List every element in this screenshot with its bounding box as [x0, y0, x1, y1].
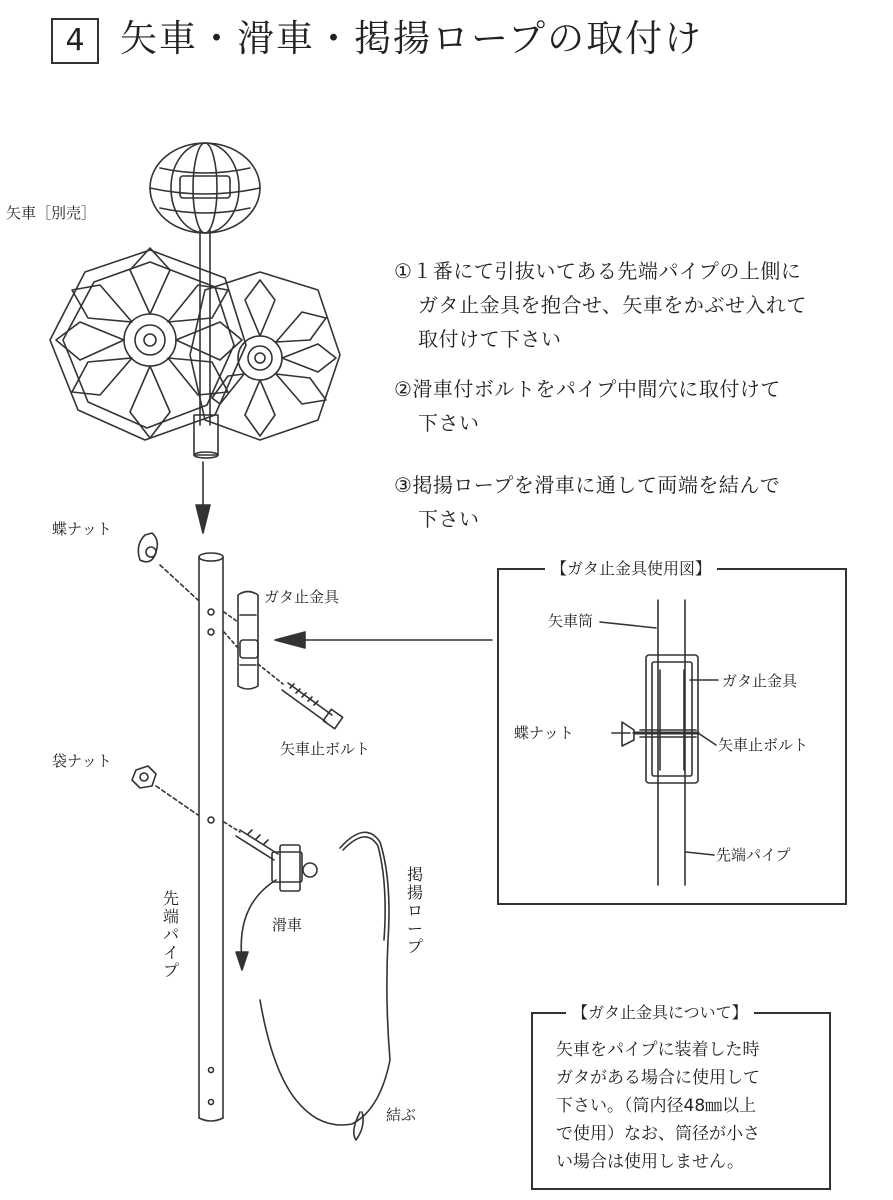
instruction-3 — [394, 468, 780, 536]
label-cap-nut: 袋ナット — [52, 752, 112, 770]
instruction-1-line-3: 取付けて下さい — [418, 327, 562, 351]
pulley-bolt — [224, 822, 317, 891]
step-number: 4 — [65, 23, 85, 58]
detail-label-tip-pipe: 先端パイプ — [716, 846, 791, 864]
instruction-1-line-2: ガタ止金具を抱合せ、矢車をかぶせ入れて — [418, 293, 807, 317]
instruction-2-line-2: 下さい — [418, 411, 480, 435]
detail-label-stop-bolt: 矢車止ボルト — [718, 736, 809, 754]
instruction-3-line-1: ③掲揚ロープを滑車に通して両端を結んで — [394, 473, 781, 497]
label-tip-pipe: 先端パイプ — [162, 889, 179, 980]
detail-arrow — [275, 632, 492, 648]
instruction-2 — [394, 372, 781, 440]
label-stop-bolt: 矢車止ボルト — [280, 740, 371, 758]
detail-label-sleeve: 矢車筒 — [548, 612, 594, 630]
detail-label-gata-bracket: ガタ止金具 — [722, 672, 798, 690]
page-title: 矢車・滑車・掲揚ロープの取付け — [120, 17, 704, 60]
detail-label-wing-nut: 蝶ナット — [514, 724, 574, 742]
about-line-2: ガタがある場合に使用して — [556, 1068, 760, 1088]
cap-nut — [132, 766, 198, 815]
instruction-1 — [394, 254, 807, 356]
stop-bolt — [258, 664, 343, 729]
wing-nut — [138, 533, 198, 600]
instruction-1-line-1: ①１番にて引抜いてある先端パイプの上側に — [394, 259, 802, 283]
about-line-3: 下さい。（筒内径48㎜以上 — [556, 1096, 757, 1116]
about-text — [556, 1036, 760, 1176]
instruction-2-line-1: ②滑車付ボルトをパイプ中間穴に取付けて — [394, 377, 781, 401]
label-wing-nut: 蝶ナット — [52, 520, 112, 538]
label-gata-bracket: ガタ止金具 — [264, 588, 340, 606]
about-line-1: 矢車をパイプに装着した時 — [556, 1040, 760, 1060]
about-title: 【ガタ止金具について】 — [566, 1000, 754, 1023]
gata-bracket — [224, 592, 258, 690]
instruction-3-line-2: 下さい — [418, 507, 480, 531]
windmill-wheel-left — [50, 248, 246, 440]
label-tie: 結ぶ — [386, 1106, 417, 1124]
down-arrow — [196, 462, 210, 533]
about-line-5: い場合は使用しません。 — [556, 1152, 745, 1172]
about-line-4: で使用）なお、筒径が小さ — [556, 1124, 760, 1144]
windmill-globe — [150, 143, 260, 233]
tip-pipe — [199, 553, 223, 1121]
detail-title: 【ガタ止金具使用図】 — [545, 556, 717, 579]
rope-direction-arrow — [236, 880, 276, 970]
label-pulley: 滑車 — [272, 916, 303, 934]
label-hoist-rope: 掲揚ロープ — [406, 865, 423, 956]
label-yaguruma: 矢車［別売］ — [6, 204, 97, 222]
